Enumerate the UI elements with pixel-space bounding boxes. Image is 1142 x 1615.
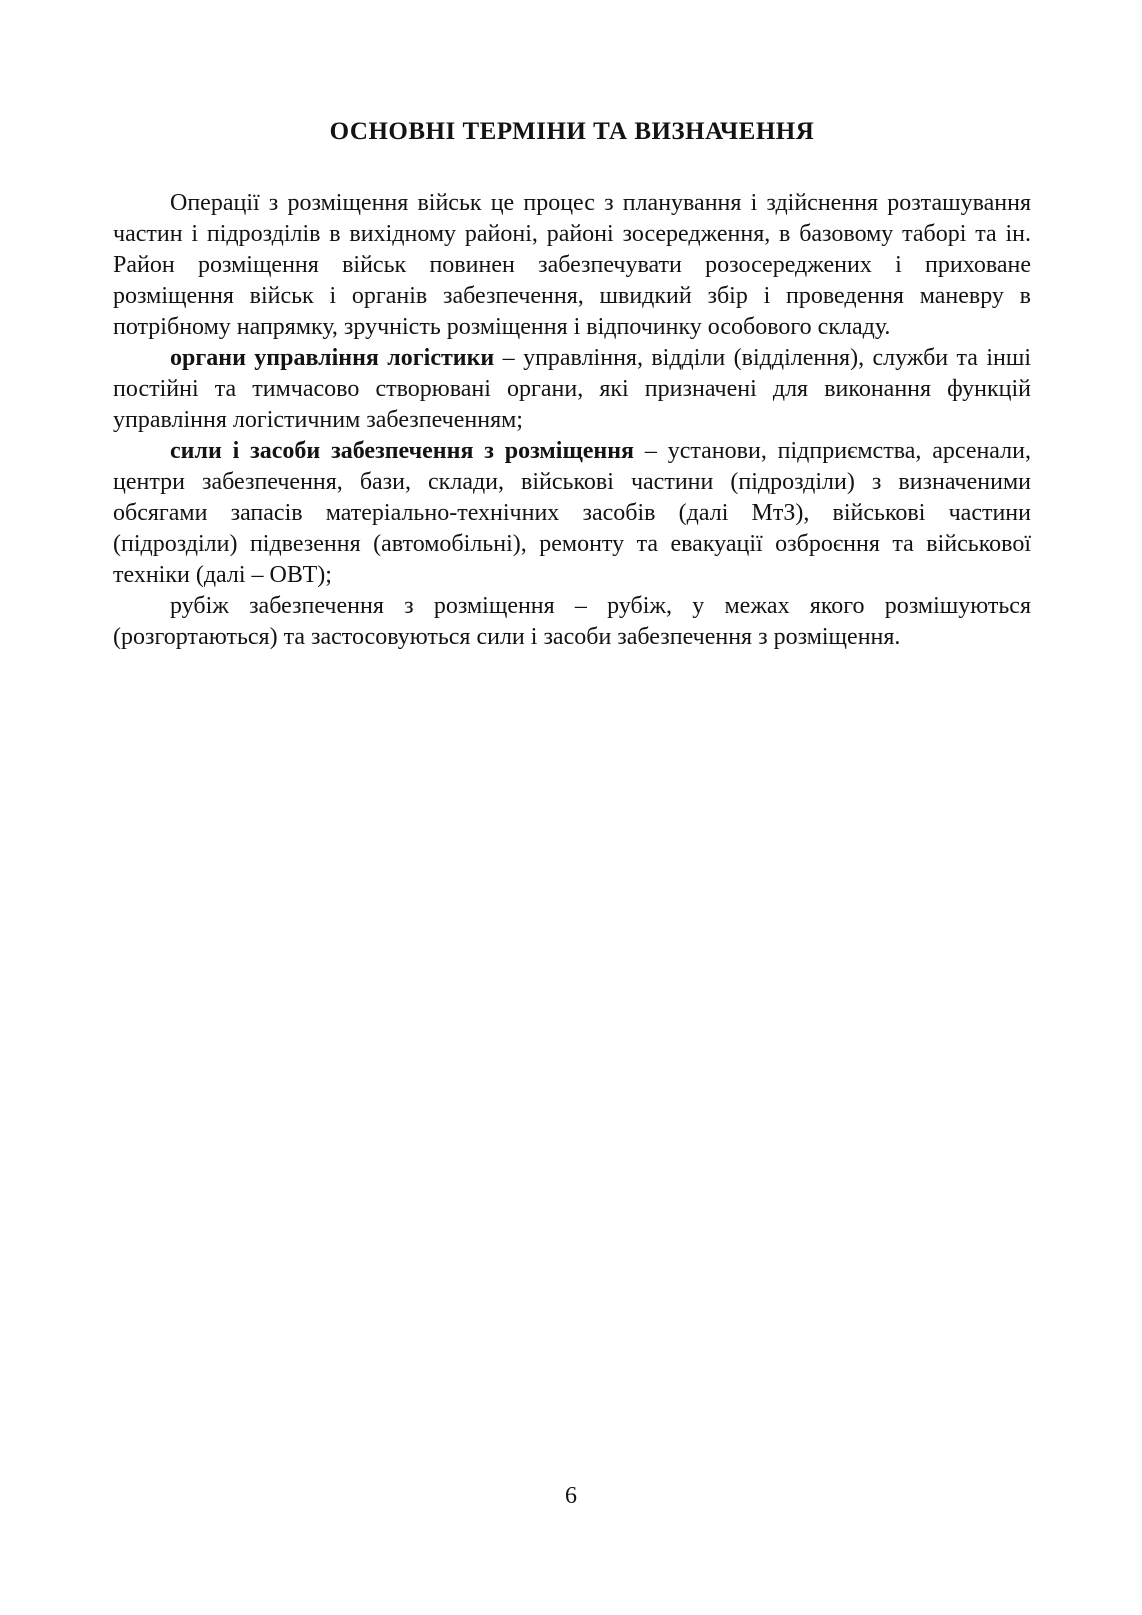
paragraph-forces-and-means xyxy=(113,436,1031,591)
paragraph-lead: сили і засоби забезпечення з розміщення xyxy=(170,438,635,464)
paragraph-text: – управління, відділи (відділення), служби та інші постійні та тимчасово створювані органи, які призначені для виконання функцій управління логістичним забезпеченням; xyxy=(113,345,1032,433)
paragraph-logistics-management-bodies xyxy=(113,343,1031,436)
paragraph-operations-definition xyxy=(113,188,1031,343)
page-title: ОСНОВНІ ТЕРМІНИ ТА ВИЗНАЧЕННЯ xyxy=(329,118,815,145)
paragraph-text: – установи, підприємства, арсенали, центри забезпечення, бази, склади, військові частини (підрозділи) з визначеними обсягами запасів матеріально-технічних засобів (далі МтЗ), військові частини (підрозділи) підвезення (автомобільні), ремонту та евакуації озброєння та військової техніки (далі – ОВТ); xyxy=(113,438,1031,588)
page-number: 6 xyxy=(565,1483,577,1509)
paragraph-text: Операції з розміщення військ це процес з планування і здійснення розташування частин і підрозділів в вихідному районі, районі зосередження, в базовому таборі та ін. Район розміщення військ повинен забезпечувати розосереджених і приховане розміщення військ і органів забезпечення, швидкий збір і проведення маневру в потрібному напрямку, зручність розміщення і відпочинку особового складу. xyxy=(113,190,1031,340)
paragraph-support-line xyxy=(113,591,1031,653)
text-block xyxy=(113,118,1031,653)
paragraph-lead: органи управління логістики xyxy=(170,345,495,371)
paragraph-text: рубіж забезпечення з розміщення – рубіж, у межах якого розмішуються (розгортаються) та застосовуються сили і засоби забезпечення з розміщення. xyxy=(113,593,1031,650)
